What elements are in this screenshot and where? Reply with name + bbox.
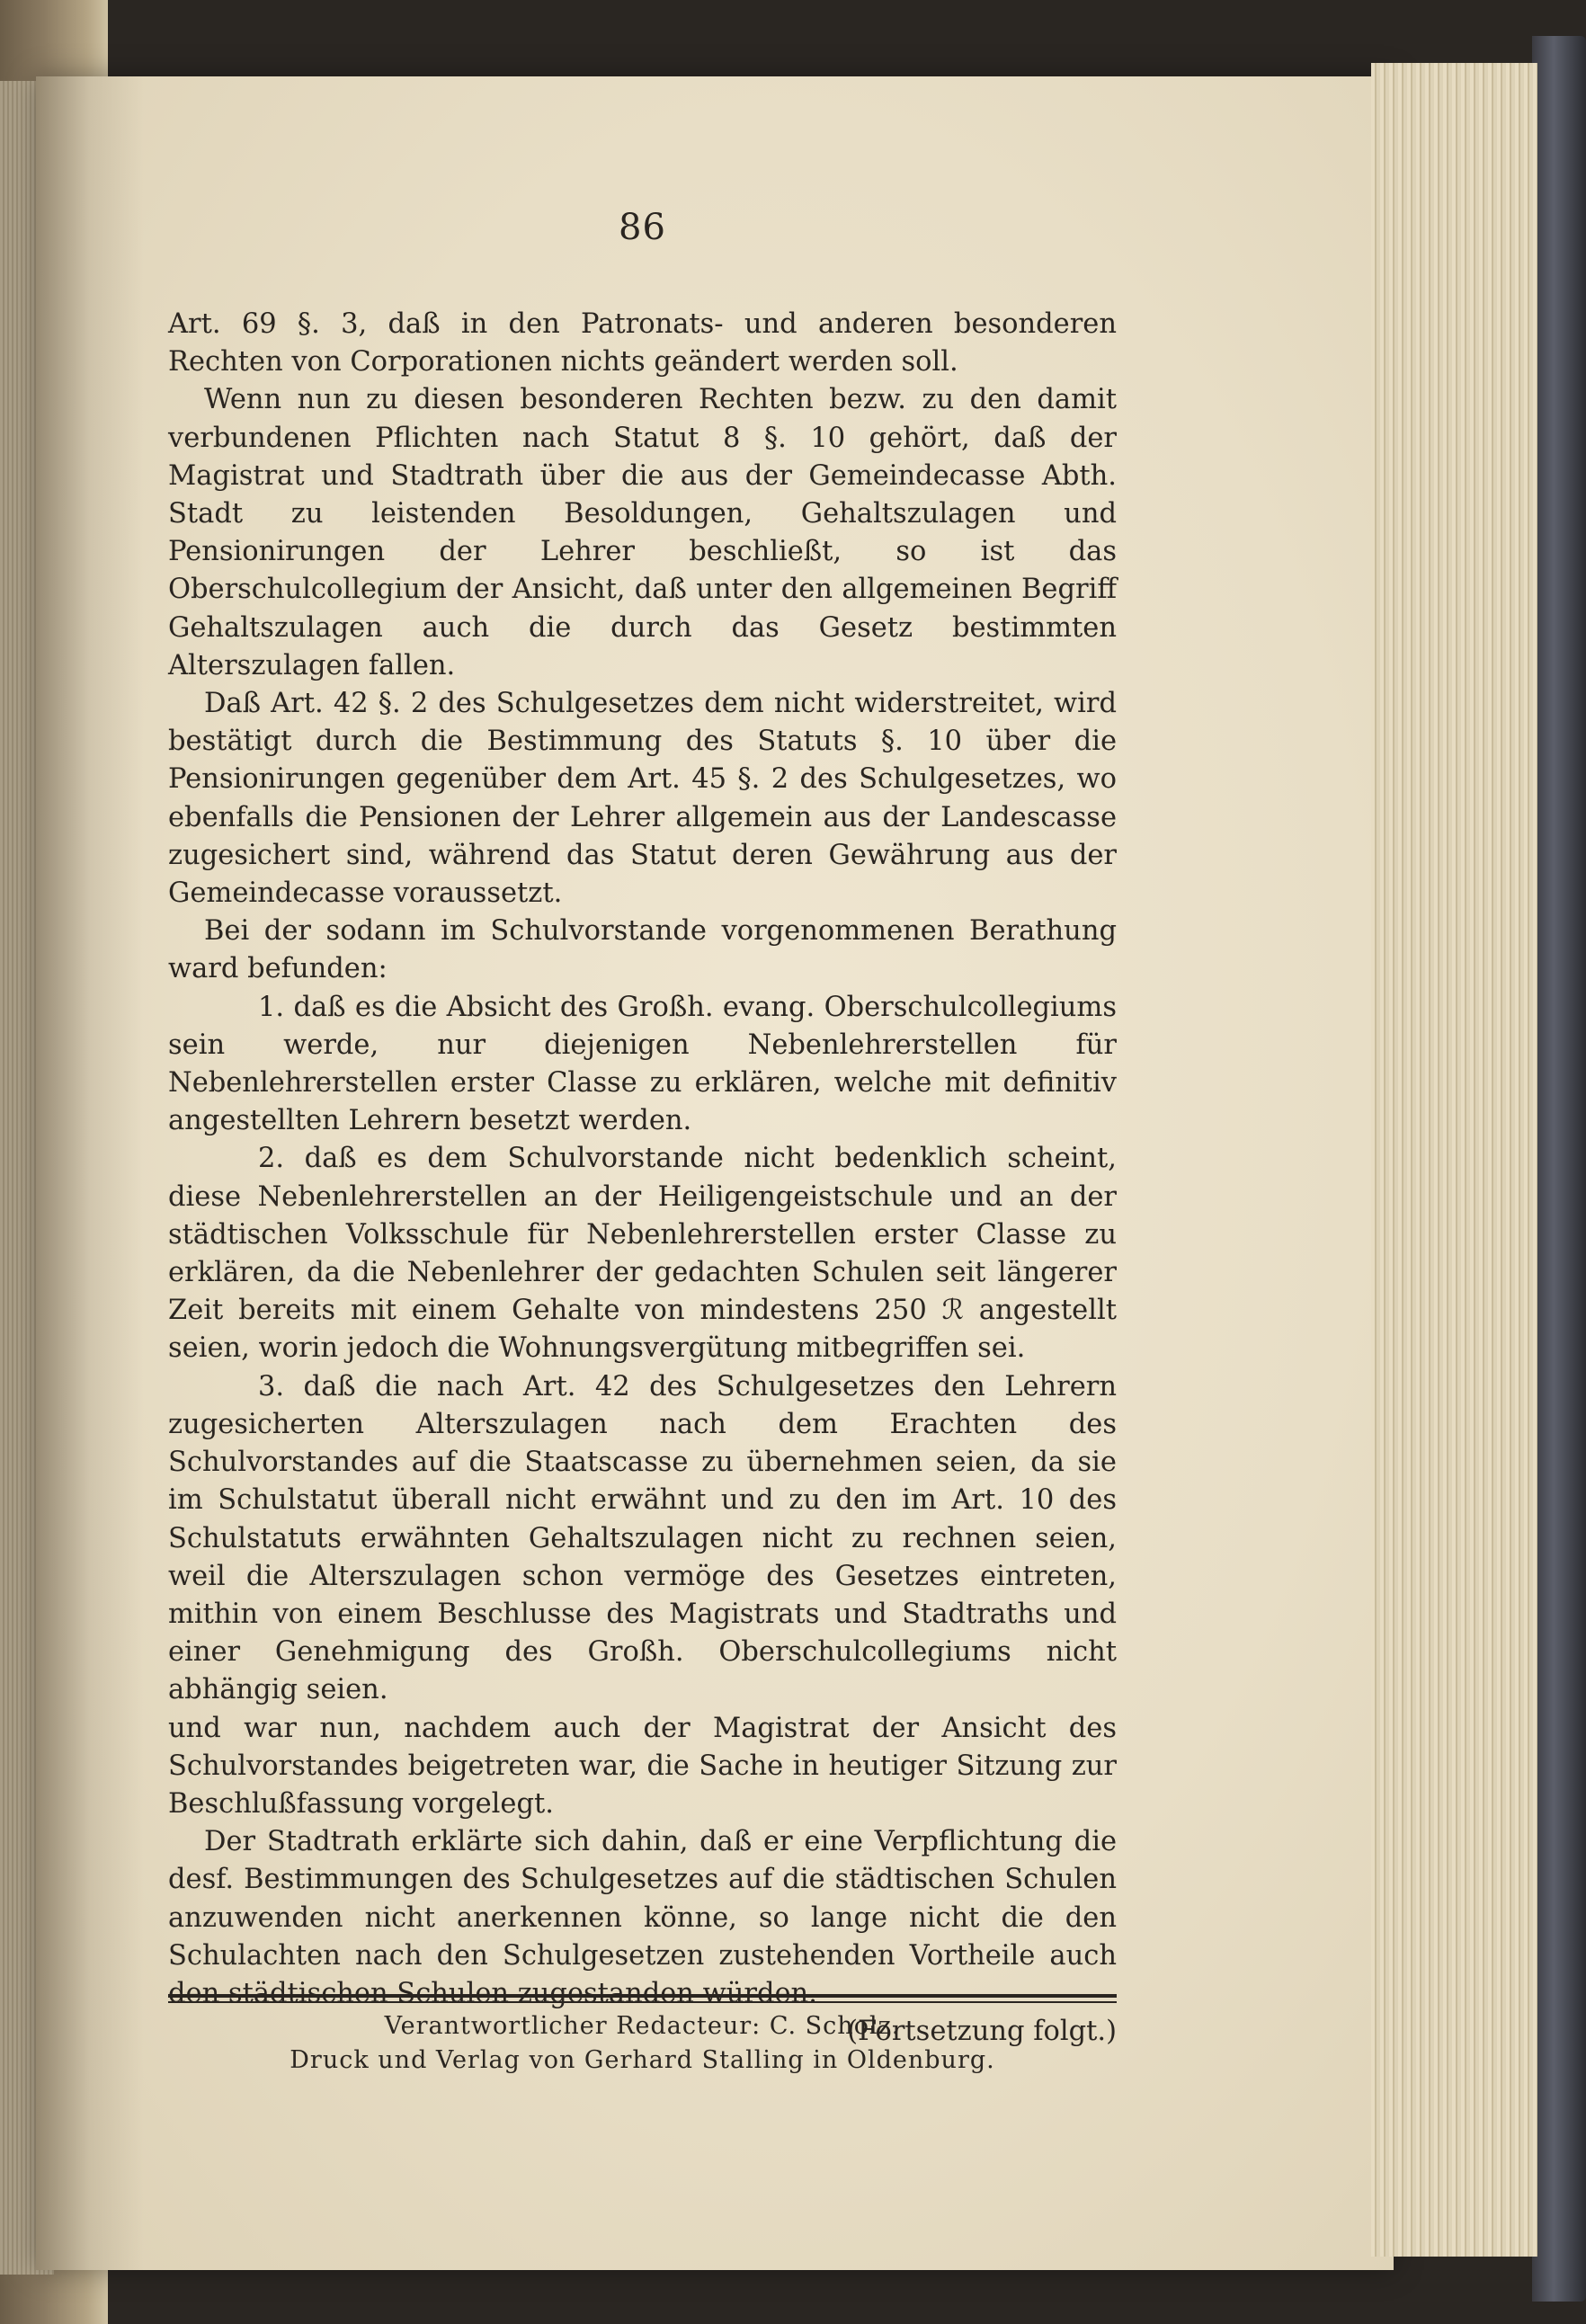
- rule-thin: [168, 2001, 1117, 2003]
- book-cover-right: [1532, 36, 1586, 2302]
- paragraph: Daß Art. 42 §. 2 des Schulgesetzes dem nicht widerstreitet, wird bestätigt durch die Bestimmung des Statuts §. 10 über die Pensionirungen gegenüber dem Art. 45 §. 2 des Schulgesetzes, wo ebenfalls die Pensionen der Lehrer allgemein aus der Landescasse zugesichert sind, während das Statut deren Gewährung aus der Gemeindecasse voraussetzt.: [168, 688, 1117, 910]
- continuation-note: (Fortsetzung folgt.): [847, 2016, 1117, 2048]
- publisher-line: Druck und Verlag von Gerhard Stalling in Oldenburg.: [290, 2046, 995, 2074]
- list-item: 2. daß es dem Schulvorstande nicht bedenklich scheint, diese Nebenlehrerstellen an der Heiligengeistschule und an der städtischen Volksschule für Nebenlehrerstellen erster Classe zu erklären, da die Nebenlehrer der gedachten Schulen seit längerer Zeit bereits mit einem Gehalte von mindestens 250 ℛ angestellt seien, worin jedoch die Wohnungsvergütung mitbegriffen sei.: [168, 1143, 1117, 1365]
- page-content: [168, 0, 1117, 2324]
- editor-line: Verantwortlicher Redacteur: C. Scholz.: [384, 2012, 901, 2040]
- paragraph: Art. 69 §. 3, daß in den Patronats- und anderen besonderen Rechten von Corporationen nichts geändert werden soll.: [168, 308, 1117, 378]
- paragraph-text: Der Stadtrath erklärte sich dahin, daß er eine Verpflichtung die desf. Bestimmungen des Schulgesetzes auf die städtischen Schulen anzuwenden nicht anerkennen könne, so lange nicht die den Schulachten nach den Schulgesetzen zustehenden Vortheile auch: [168, 1826, 1117, 1972]
- body-text: [168, 306, 1117, 2051]
- footer-rule: [168, 1994, 1117, 2003]
- right-page-edges: [1371, 63, 1537, 2257]
- imprint: [168, 2009, 1117, 2078]
- list-item: 1. daß es die Absicht des Großh. evang. Oberschulcollegiums sein werde, nur diejenigen Nebenlehrerstellen für Nebenlehrerstellen erster Classe zu erklären, welche mit definitiv angestellten Lehrern besetzt werden.: [168, 991, 1117, 1137]
- paragraph: Wenn nun zu diesen besonderen Rechten bezw. zu den damit verbundenen Pflichten nach Statut 8 §. 10 gehört, daß der Magistrat und Stadtrath über die aus der Gemeindecasse Abth. Stadt zu leistenden Besoldungen, Gehaltszulagen und Pensionirungen der Lehrer beschließt, so ist das Oberschulcollegium der Ansicht, daß unter den allgemeinen Begriff Gehaltszulagen auch die durch das Gesetz bestimmten Alterszulagen fallen.: [168, 384, 1117, 681]
- page-gutter-shadow: [36, 76, 144, 2270]
- list-item: 3. daß die nach Art. 42 des Schulgesetzes den Lehrern zugesicherten Alterszulagen nach dem Erachten des Schulvorstandes auf die Staatscasse zu übernehmen seien, da sie im Schulstatut überall nicht erwähnt und zu den im Art. 10 des Schulstatuts erwähnten Gehaltszulagen nicht zu rechnen seien, weil die Alterszulagen schon vermöge des Gesetzes eintreten, mithin von einem Beschlusse des Magistrats und Stadtraths und einer Genehmigung des Großh. Oberschulcollegiums nicht abhängig seien.: [168, 1370, 1117, 1706]
- page-number: 86: [619, 207, 666, 248]
- paragraph: Bei der sodann im Schulvorstande vorgenommenen Berathung ward befunden:: [168, 915, 1117, 985]
- paragraph: und war nun, nachdem auch der Magistrat der Ansicht des Schulvorstandes beigetreten war, die Sache in heutiger Sitzung zur Beschlußfassung vorgelegt.: [168, 1712, 1117, 1820]
- rule-thick: [168, 1994, 1117, 1998]
